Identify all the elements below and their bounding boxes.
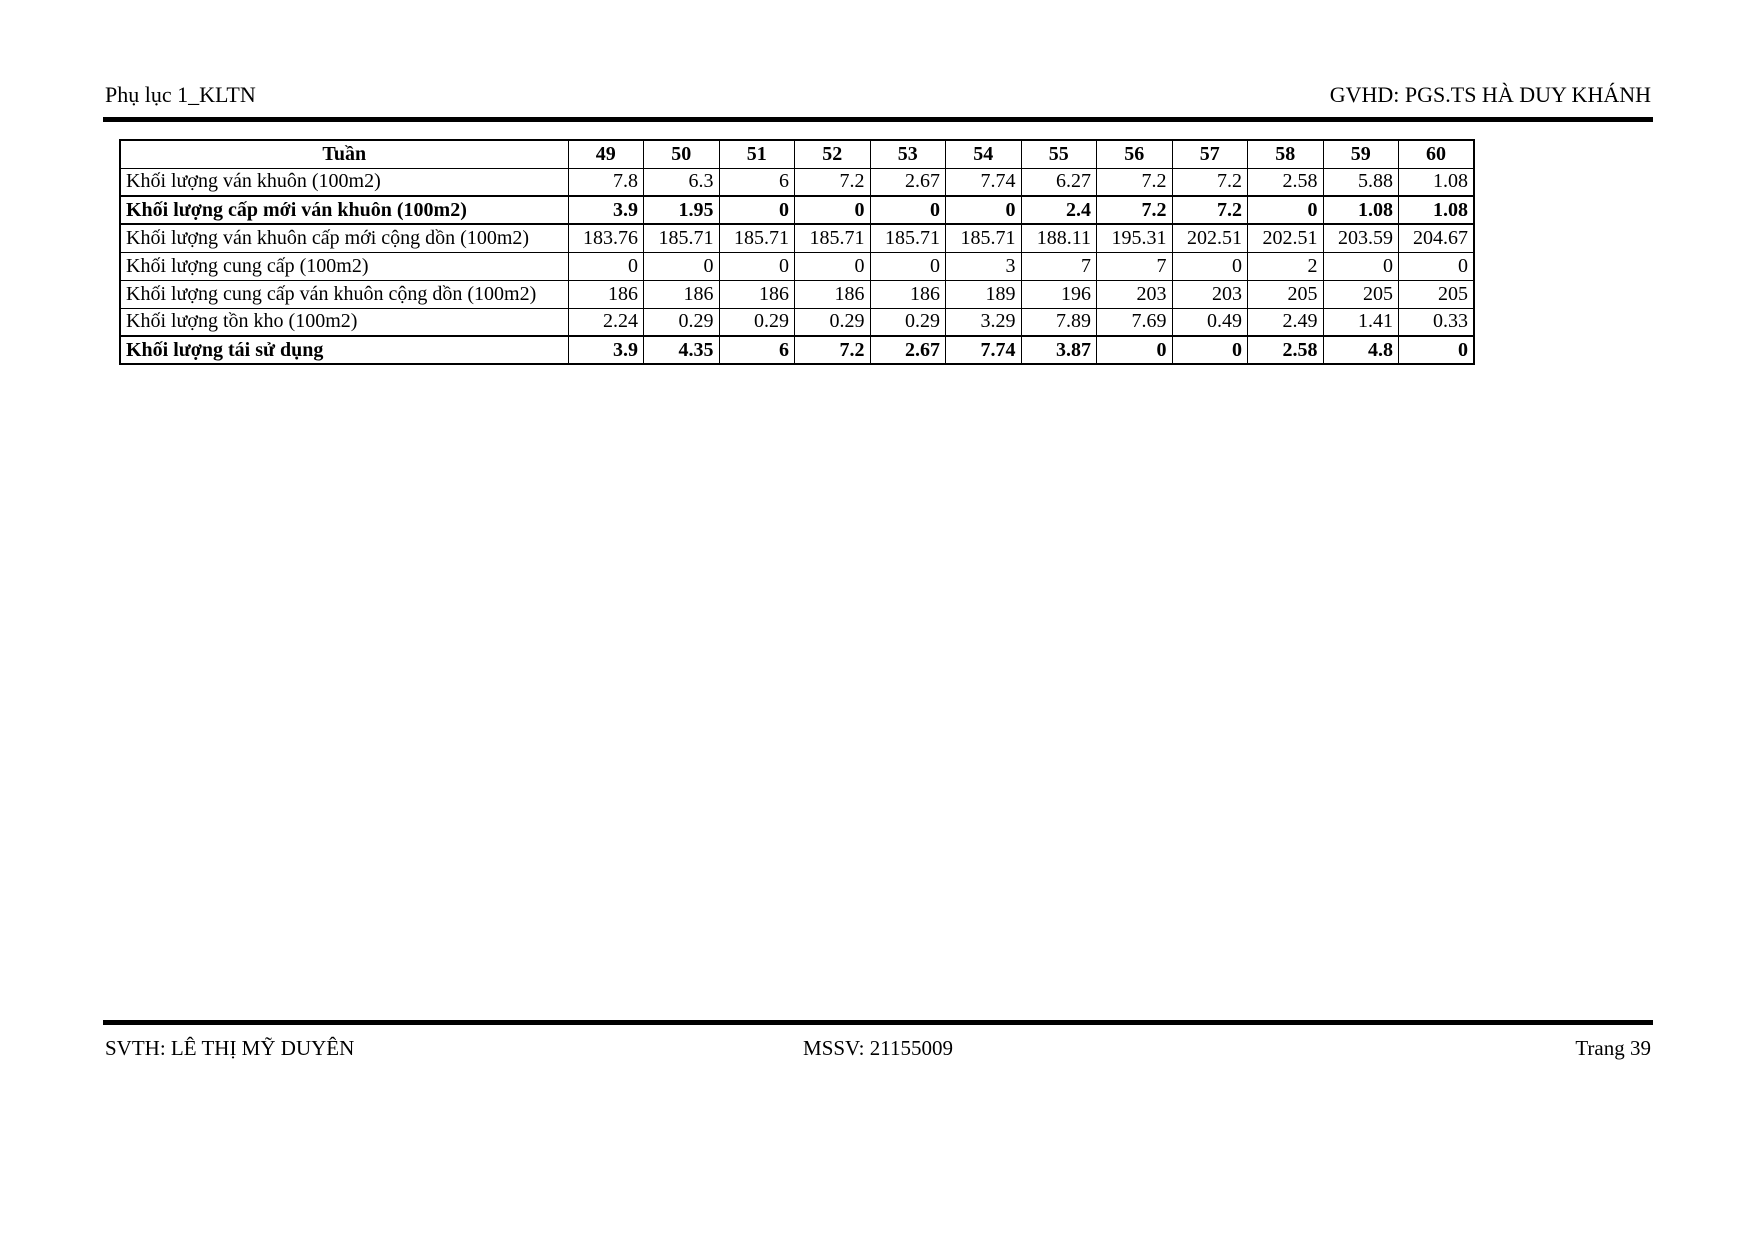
value-cell: 185.71	[644, 224, 720, 252]
value-cell: 205	[1248, 280, 1324, 308]
value-cell: 7.8	[568, 168, 644, 196]
value-cell: 202.51	[1172, 224, 1248, 252]
page-header	[105, 82, 1651, 108]
footer-divider-rule	[103, 1020, 1653, 1025]
value-cell: 3.29	[946, 308, 1022, 336]
value-cell: 0	[1172, 336, 1248, 364]
row-label: Khối lượng ván khuôn cấp mới cộng dồn (100m2)	[120, 224, 568, 252]
value-cell: 2.58	[1248, 336, 1324, 364]
value-cell: 203	[1172, 280, 1248, 308]
value-cell: 0	[795, 252, 871, 280]
col-header-week: 60	[1399, 140, 1475, 168]
value-cell: 186	[568, 280, 644, 308]
value-cell: 6	[719, 336, 795, 364]
value-cell: 7.69	[1097, 308, 1173, 336]
col-header-week: 50	[644, 140, 720, 168]
formwork-volume-table	[119, 139, 1475, 365]
value-cell: 4.35	[644, 336, 720, 364]
value-cell: 7.2	[1172, 168, 1248, 196]
col-header-week: 52	[795, 140, 871, 168]
value-cell: 186	[719, 280, 795, 308]
table-row	[120, 252, 1474, 280]
value-cell: 1.08	[1323, 196, 1399, 224]
table-body	[120, 168, 1474, 364]
value-cell: 3.9	[568, 196, 644, 224]
col-header-week: 55	[1021, 140, 1097, 168]
value-cell: 185.71	[946, 224, 1022, 252]
value-cell: 0	[870, 196, 946, 224]
col-header-week: 49	[568, 140, 644, 168]
value-cell: 0.29	[719, 308, 795, 336]
header-divider-rule	[103, 117, 1653, 122]
value-cell: 186	[644, 280, 720, 308]
value-cell: 6.27	[1021, 168, 1097, 196]
value-cell: 4.8	[1323, 336, 1399, 364]
table-row	[120, 308, 1474, 336]
row-label: Khối lượng cung cấp ván khuôn cộng dồn (100m2)	[120, 280, 568, 308]
col-header-week: 54	[946, 140, 1022, 168]
value-cell: 7.2	[795, 336, 871, 364]
table-row	[120, 280, 1474, 308]
col-header-week: 59	[1323, 140, 1399, 168]
value-cell: 2	[1248, 252, 1324, 280]
value-cell: 186	[795, 280, 871, 308]
row-label: Khối lượng tái sử dụng	[120, 336, 568, 364]
value-cell: 0	[1399, 252, 1475, 280]
value-cell: 7.89	[1021, 308, 1097, 336]
value-cell: 7	[1097, 252, 1173, 280]
value-cell: 185.71	[870, 224, 946, 252]
value-cell: 203.59	[1323, 224, 1399, 252]
value-cell: 0.29	[870, 308, 946, 336]
value-cell: 0	[870, 252, 946, 280]
value-cell: 0	[644, 252, 720, 280]
col-header-label: Tuần	[120, 140, 568, 168]
value-cell: 188.11	[1021, 224, 1097, 252]
footer-student-id: MSSV: 21155009	[803, 1036, 953, 1060]
value-cell: 2.24	[568, 308, 644, 336]
value-cell: 7.74	[946, 168, 1022, 196]
value-cell: 2.49	[1248, 308, 1324, 336]
value-cell: 0.29	[795, 308, 871, 336]
col-header-week: 53	[870, 140, 946, 168]
value-cell: 3.87	[1021, 336, 1097, 364]
value-cell: 7.2	[1097, 196, 1173, 224]
row-label: Khối lượng tồn kho (100m2)	[120, 308, 568, 336]
value-cell: 189	[946, 280, 1022, 308]
table-row	[120, 196, 1474, 224]
row-label: Khối lượng cấp mới ván khuôn (100m2)	[120, 196, 568, 224]
value-cell: 0	[1097, 336, 1173, 364]
value-cell: 195.31	[1097, 224, 1173, 252]
value-cell: 2.4	[1021, 196, 1097, 224]
value-cell: 2.58	[1248, 168, 1324, 196]
col-header-week: 51	[719, 140, 795, 168]
value-cell: 7.2	[795, 168, 871, 196]
value-cell: 1.41	[1323, 308, 1399, 336]
value-cell: 7.2	[1097, 168, 1173, 196]
col-header-week: 58	[1248, 140, 1324, 168]
value-cell: 205	[1323, 280, 1399, 308]
value-cell: 0	[1323, 252, 1399, 280]
value-cell: 3	[946, 252, 1022, 280]
value-cell: 7	[1021, 252, 1097, 280]
value-cell: 7.74	[946, 336, 1022, 364]
value-cell: 0	[1248, 196, 1324, 224]
value-cell: 0	[1172, 252, 1248, 280]
value-cell: 185.71	[795, 224, 871, 252]
value-cell: 1.08	[1399, 196, 1475, 224]
col-header-week: 56	[1097, 140, 1173, 168]
header-left-title: Phụ lục 1_KLTN	[105, 82, 256, 107]
value-cell: 0	[795, 196, 871, 224]
value-cell: 3.9	[568, 336, 644, 364]
value-cell: 183.76	[568, 224, 644, 252]
value-cell: 0.49	[1172, 308, 1248, 336]
header-right-supervisor: GVHD: PGS.TS HÀ DUY KHÁNH	[1329, 82, 1651, 107]
value-cell: 0	[719, 252, 795, 280]
value-cell: 6	[719, 168, 795, 196]
value-cell: 185.71	[719, 224, 795, 252]
value-cell: 204.67	[1399, 224, 1475, 252]
value-cell: 0	[946, 196, 1022, 224]
table-row	[120, 168, 1474, 196]
value-cell: 0	[568, 252, 644, 280]
table-header-row	[120, 140, 1474, 168]
value-cell: 0.29	[644, 308, 720, 336]
col-header-week: 57	[1172, 140, 1248, 168]
value-cell: 1.95	[644, 196, 720, 224]
table-row	[120, 336, 1474, 364]
value-cell: 196	[1021, 280, 1097, 308]
value-cell: 1.08	[1399, 168, 1475, 196]
value-cell: 5.88	[1323, 168, 1399, 196]
value-cell: 203	[1097, 280, 1173, 308]
value-cell: 186	[870, 280, 946, 308]
value-cell: 205	[1399, 280, 1475, 308]
value-cell: 0	[1399, 336, 1475, 364]
table-head	[120, 140, 1474, 168]
value-cell: 0.33	[1399, 308, 1475, 336]
value-cell: 0	[719, 196, 795, 224]
value-cell: 2.67	[870, 336, 946, 364]
value-cell: 2.67	[870, 168, 946, 196]
value-cell: 7.2	[1172, 196, 1248, 224]
footer-page-number: Trang 39	[1575, 1036, 1651, 1060]
value-cell: 202.51	[1248, 224, 1324, 252]
row-label: Khối lượng ván khuôn (100m2)	[120, 168, 568, 196]
value-cell: 6.3	[644, 168, 720, 196]
footer-student-name: SVTH: LÊ THỊ MỸ DUYÊN	[105, 1036, 355, 1060]
table-row	[120, 224, 1474, 252]
row-label: Khối lượng cung cấp (100m2)	[120, 252, 568, 280]
